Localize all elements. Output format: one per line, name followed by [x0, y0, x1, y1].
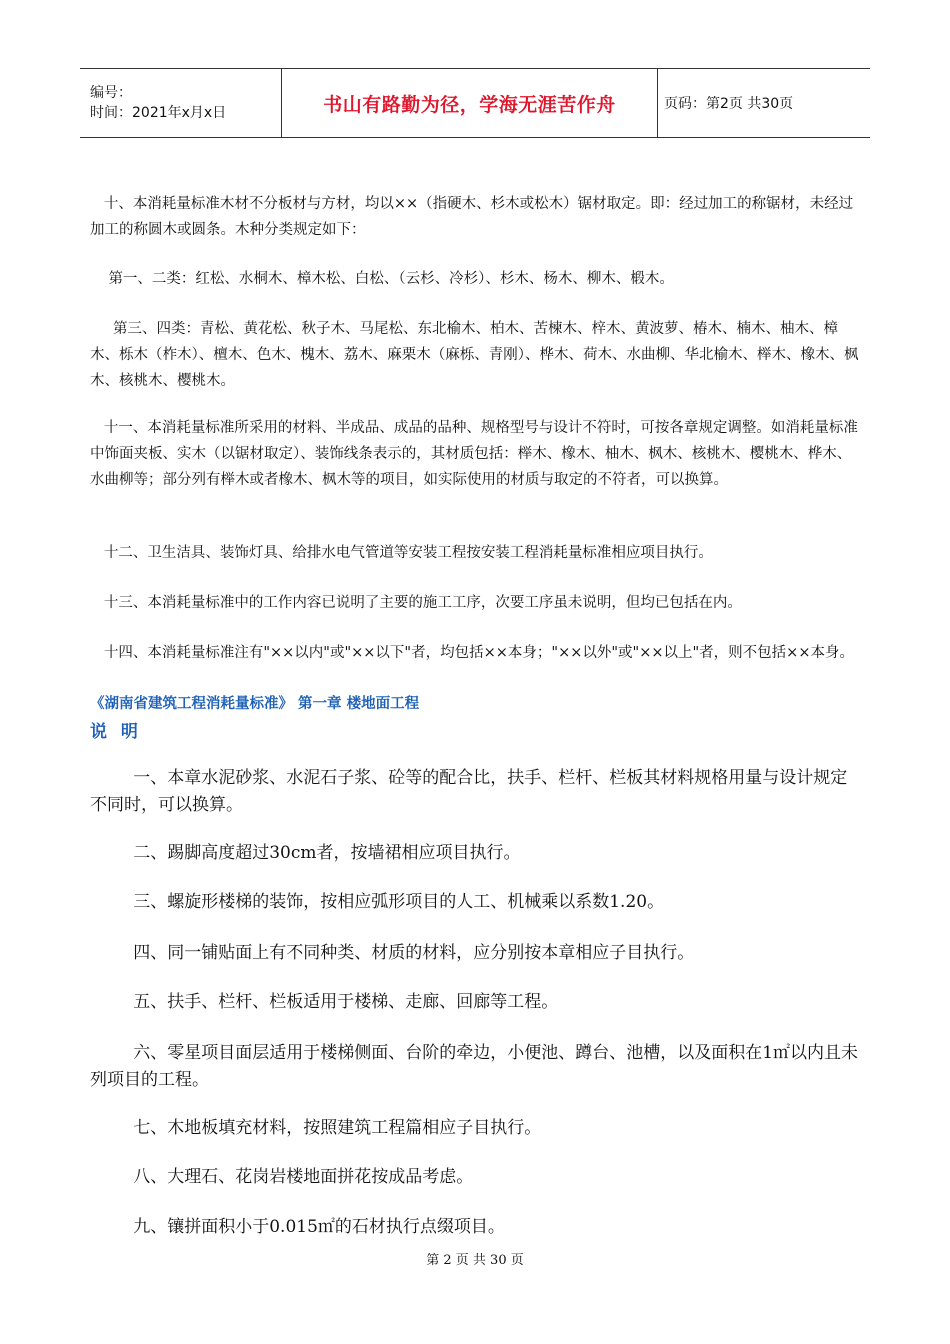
note-3: 三、螺旋形楼梯的装饰，按相应弧形项目的人工、机械乘以系数1.20。 — [90, 892, 665, 912]
header-page-label: 页码：第2页 共30页 — [664, 96, 794, 112]
page-footer: 第 2 页 共 30 页 — [426, 1253, 524, 1268]
document-time-label: 时间：2021年x月x日 — [90, 105, 227, 121]
note-6: 六、零星项目面层适用于楼梯侧面、台阶的牵边，小便池、蹲台、池槽，以及面积在1㎡以内且未列项目的工程。 — [90, 1043, 859, 1090]
paragraph-12: 十二、卫生洁具、装饰灯具、给排水电气管道等安装工程按安装工程消耗量标准相应项目执行。 — [90, 545, 713, 561]
paragraph-14: 十四、本消耗量标准注有"××以内"或"××以下"者，均包括××本身；"××以外"或"××以上"者，则不包括××本身。 — [90, 645, 854, 661]
paragraph-10-class-3-4: 第三、四类：青松、黄花松、秋子木、马尾松、东北榆木、柏木、苦楝木、梓木、黄波萝、椿木、楠木、柚木、樟木、栎木（柞木）、檀木、色木、槐木、荔木、麻栗木（麻栎、青刚）、桦木、荷木、水曲柳、华北榆木、榉木、橡木、枫木、核桃木、樱桃木。 — [90, 321, 859, 389]
note-4: 四、同一铺贴面上有不同种类、材质的材料，应分别按本章相应子目执行。 — [90, 943, 695, 963]
note-8: 八、大理石、花岗岩楼地面拼花按成品考虑。 — [90, 1167, 474, 1187]
note-2: 二、踢脚高度超过30cm者，按墙裙相应项目执行。 — [90, 843, 521, 863]
note-7: 七、木地板填充材料，按照建筑工程篇相应子目执行。 — [90, 1118, 542, 1138]
note-9: 九、镶拼面积小于0.015㎡的石材执行点缀项目。 — [90, 1217, 505, 1237]
document-number-label: 编号： — [90, 85, 132, 101]
chapter-title: 《湖南省建筑工程消耗量标准》 第一章 楼地面工程 — [90, 696, 420, 712]
paragraph-10-class-1-2: 第一、二类：红松、水桐木、樟木松、白松、（云杉、冷杉）、杉木、杨木、柳木、椴木。 — [90, 271, 674, 287]
section-title: 说 明 — [90, 722, 142, 742]
header-page-cell — [658, 69, 870, 137]
paragraph-13: 十三、本消耗量标准中的工作内容已说明了主要的施工工序，次要工序虽未说明，但均已包括在内。 — [90, 595, 742, 611]
paragraph-10: 十、本消耗量标准木材不分板材与方材，均以××（指硬木、杉木或松木）锯材取定。即：经过加工的称锯材，未经过加工的称圆木或圆条。木种分类规定如下： — [90, 196, 854, 238]
note-5: 五、扶手、栏杆、栏板适用于楼梯、走廊、回廊等工程。 — [90, 992, 559, 1012]
document-header — [80, 68, 870, 138]
header-motto: 书山有路勤为径，学海无涯苦作舟 — [323, 93, 616, 116]
paragraph-11: 十一、本消耗量标准所采用的材料、半成品、成品的品种、规格型号与设计不符时，可按各章规定调整。如消耗量标准中饰面夹板、实木（以锯材取定）、装饰线条表示的，其材质包括：榉木、橡木、柚木、枫木、核桃木、樱桃木、桦木、水曲柳等；部分列有榉木或者橡木、枫木等的项目，如实际使用的材质与取定的不符者，可以换算。 — [90, 420, 858, 488]
note-1: 一、本章水泥砂浆、水泥石子浆、砼等的配合比，扶手、栏杆、栏板其材料规格用量与设计规定不同时，可以换算。 — [90, 768, 848, 815]
header-meta — [80, 69, 282, 137]
header-motto-cell — [282, 69, 658, 137]
